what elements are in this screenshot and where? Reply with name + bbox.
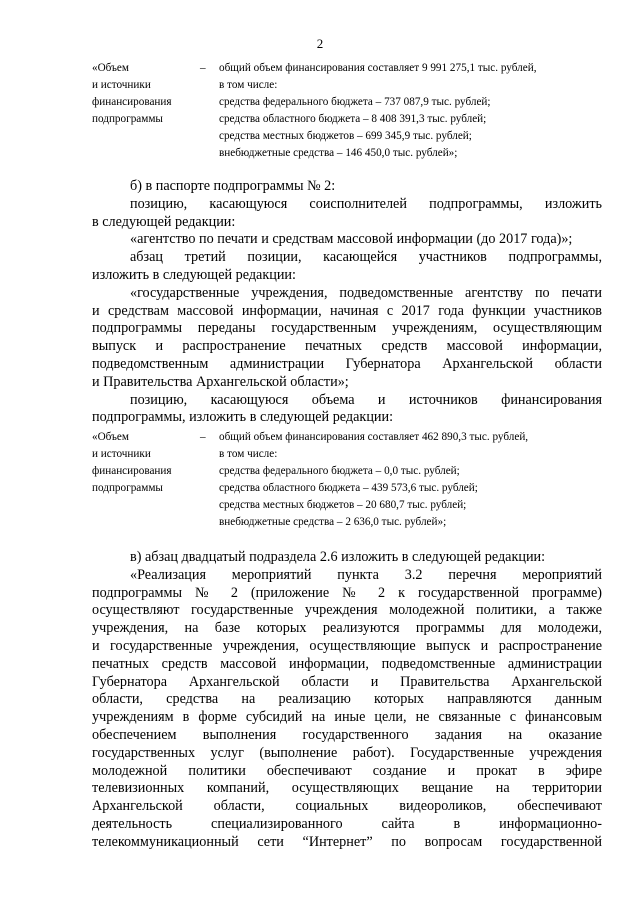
passport-values-1 xyxy=(219,60,599,162)
passport-value-line: средства областного бюджета – 439 573,6 тыс. рублей; xyxy=(219,482,478,494)
paragraph-line: и средствам массовой информации, начиная с 2017 года функции участников xyxy=(92,302,602,319)
passport-value-line: внебюджетные средства – 2 636,0 тыс. рублей»; xyxy=(219,516,447,528)
paragraph-line: молодежной политики обеспечивают создание и прокат в эфире xyxy=(92,762,602,779)
paragraph-line: деятельность специализированного сайта в информационно- xyxy=(92,815,602,832)
passport-label-line: «Объем xyxy=(92,431,129,443)
passport-value-line: в том числе: xyxy=(219,448,278,460)
passport-block-1 xyxy=(92,60,592,164)
passport-value-line: общий объем финансирования составляет 462 890,3 тыс. рублей, xyxy=(219,431,529,443)
passport-value-line: в том числе: xyxy=(219,79,278,91)
paragraph-line: государственных услуг (выполнение работ). Государственные учреждения xyxy=(92,744,602,761)
section-v xyxy=(92,549,602,852)
passport-label-line: подпрограммы xyxy=(92,482,163,494)
passport-dash: – xyxy=(200,431,206,443)
passport-label-1 xyxy=(92,60,192,128)
paragraph-line: «Реализация мероприятий пункта 3.2 перечня мероприятий xyxy=(130,566,602,583)
passport-value-line: средства местных бюджетов – 699 345,9 тыс. рублей; xyxy=(219,130,472,142)
passport-dash: – xyxy=(200,62,206,74)
paragraph-line: телекоммуникационный сети “Интернет” по вопросам государственной xyxy=(92,833,602,850)
paragraph-line: осуществляют государственные учреждения молодежной политики, а также xyxy=(92,602,602,619)
paragraph-line: Губернатора Архангельской области и Правительства Архангельской xyxy=(92,673,602,690)
passport-value-line: средства областного бюджета – 8 408 391,3 тыс. рублей; xyxy=(219,113,487,125)
passport-label-line: финансирования xyxy=(92,465,172,477)
passport-label-line: «Объем xyxy=(92,62,129,74)
paragraph-line: учреждениям в форме субсидий на иные цели, не связанные с финансовым xyxy=(92,709,602,726)
paragraph-line: позицию, касающуюся объема и источников финансирования xyxy=(130,391,602,408)
passport-label-line: финансирования xyxy=(92,96,172,108)
paragraph-line: позицию, касающуюся соисполнителей подпрограммы, изложить xyxy=(130,195,602,212)
passport-value-line: средства федерального бюджета – 0,0 тыс. рублей; xyxy=(219,465,460,477)
paragraph-line: телевизионных компаний, осуществляющих вещание на территории xyxy=(92,780,602,797)
paragraph-line: и государственные учреждения, осуществляющие выпуск и распространение xyxy=(92,637,602,654)
paragraph-line: «государственные учреждения, подведомственные агентству по печати xyxy=(130,284,602,301)
paragraph-line: подведомственным администрации Губернатора Архангельской области xyxy=(92,355,602,372)
paragraph-line: изложить в следующей редакции: xyxy=(92,266,296,283)
paragraph-line: абзац третий позиции, касающейся участников подпрограммы, xyxy=(130,249,602,266)
passport-value-line: средства местных бюджетов – 20 680,7 тыс. рублей; xyxy=(219,499,467,511)
paragraph-line: печатных средств массовой информации, подведомственные администрации xyxy=(92,655,602,672)
passport-label-line: подпрограммы xyxy=(92,113,163,125)
passport-value-line: внебюджетные средства – 146 450,0 тыс. рублей»; xyxy=(219,147,458,159)
passport-label-line: и источники xyxy=(92,79,151,91)
passport-values-2 xyxy=(219,429,599,531)
paragraph-line: в следующей редакции: xyxy=(92,213,236,230)
paragraph-line: и Правительства Архангельской области»; xyxy=(92,373,349,390)
paragraph-line: Архангельской области, социальных видеороликов, обеспечивают xyxy=(92,798,602,815)
paragraph-line: подпрограммы переданы государственным учреждениям, осуществляющим xyxy=(92,320,602,337)
paragraph-line: «агентство по печати и средствам массовой информации (до 2017 года)»; xyxy=(130,231,573,248)
section-b xyxy=(92,178,602,427)
paragraph-line: области, средства на реализацию которых направляются данным xyxy=(92,691,602,708)
paragraph-line: выпуск и распространение печатных средств массовой информации, xyxy=(92,338,602,355)
passport-value-line: средства федерального бюджета – 737 087,9 тыс. рублей; xyxy=(219,96,491,108)
passport-label-line: и источники xyxy=(92,448,151,460)
paragraph-line: б) в паспорте подпрограммы № 2: xyxy=(130,178,336,194)
paragraph-line: подпрограммы, изложить в следующей редакции: xyxy=(92,409,394,426)
passport-block-2 xyxy=(92,429,592,533)
paragraph-line: учреждения, на базе которых реализуются программы для молодежи, xyxy=(92,620,602,637)
paragraph-line: обеспечением выполнения государственного задания на оказание xyxy=(92,726,602,743)
paragraph-heading: в) абзац двадцатый подраздела 2.6 изложить в следующей редакции: xyxy=(130,549,546,565)
passport-value-line: общий объем финансирования составляет 9 991 275,1 тыс. рублей, xyxy=(219,62,537,74)
passport-label-2 xyxy=(92,429,192,497)
page-number: 2 xyxy=(316,36,324,51)
paragraph-line: подпрограммы № 2 (приложение № 2 к государственной программе) xyxy=(92,584,602,601)
